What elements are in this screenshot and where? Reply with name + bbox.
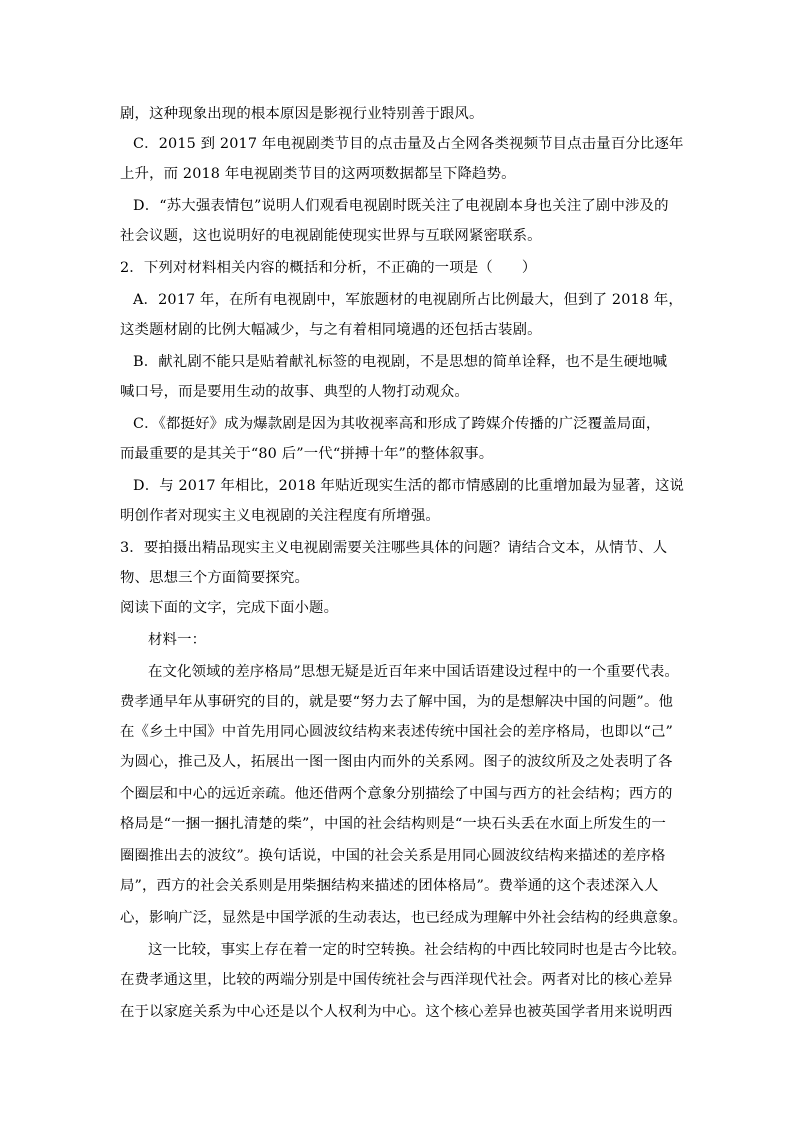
question2-stem: 2．下列对材料相关内容的概括和分析，不正确的一项是（ ）	[120, 260, 537, 276]
material-paragraph1-line: 在文化领域的差序格局”思想无疑是近百年来中国话语建设过程中的一个重要代表。	[148, 664, 679, 680]
material-paragraph1-line: 个圈层和中心的远近亲疏。他还借两个意象分别描绘了中国与西方的社会结构；西方的	[120, 786, 673, 802]
question2-option-d-line2: 明创作者对现实主义电视剧的关注程度有所增强。	[120, 508, 440, 524]
question2-option-a-line2: 这类题材剧的比例大幅减少，与之有着相同境遇的还包括古装剧。	[120, 322, 542, 338]
question2-option-d-line1: D．与 2017 年相比，2018 年贴近现实生活的都市情感剧的比重增加最为显著，这说	[133, 478, 685, 494]
material-paragraph1-line: 心，影响广泛，显然是中国学派的生动表达，也已经成为理解中外社会结构的经典意象。	[120, 910, 688, 926]
material-paragraph1-line: 局”，西方的社会关系则是用柴捆结构来描述的团体格局”。费举通的这个表述深入人	[120, 878, 659, 894]
question1-option-c-line1: C．2015 到 2017 年电视剧类节目的点击量及占全网各类视频节目点击量百分比逐年	[133, 136, 684, 152]
question2-option-a-line1: A．2017 年，在所有电视剧中，军旅题材的电视剧所占比例最大，但到了 2018 年，	[133, 292, 683, 308]
question1-option-d-line2: 社会议题，这也说明好的电视剧能使现实世界与互联网紧密联系。	[120, 228, 542, 244]
question1-option-b-tail: 剧，这种现象出现的根本原因是影视行业特别善于跟风。	[120, 106, 484, 122]
question1-option-c-line2: 上升，而 2018 年电视剧类节目的这两项数据都呈下降趋势。	[120, 166, 516, 182]
question2-option-c-line2: 而最重要的是其关于“80 后”一代“拼搏十年”的整体叙事。	[120, 446, 494, 462]
material-paragraph1-line: 为圆心，推己及人，拓展出一图一图由内而外的关系网。图子的波纹所及之处表明了各	[120, 754, 673, 770]
material-paragraph2-line: 在费孝通这里，比较的两端分别是中国传统社会与西洋现代社会。两者对比的核心差异	[120, 972, 673, 988]
material-paragraph1-line: 圈圈推出去的波纹”。换句话说，中国的社会关系是用同心圆波纹结构来描述的差序格	[120, 848, 666, 864]
material-paragraph2-line: 这一比较，事实上存在着一定的时空转换。社会结构的中西比较同时也是古今比较。	[148, 942, 687, 958]
material-paragraph2-line: 在于以家庭关系为中心还是以个人权利为中心。这个核心差异也被英国学者用来说明西	[120, 1004, 673, 1020]
question3-line1: 3．要拍摄出精品现实主义电视剧需要关注哪些具体的问题？请结合文本，从情节、人	[120, 540, 668, 556]
material-paragraph1-line: 在《乡土中国》中首先用同心圆波纹结构来表述传统中国社会的差序格局，也即以“己”	[120, 724, 674, 740]
question1-option-d-line1: D．“苏大强表情包”说明人们观看电视剧时既关注了电视剧本身也关注了剧中涉及的	[133, 198, 669, 214]
material-one-title: 材料一：	[148, 632, 207, 648]
question2-option-b-line2: 喊口号，而是要用生动的故事、典型的人物打动观众。	[120, 384, 469, 400]
question2-option-b-line1: B．献礼剧不能只是贴着献礼标签的电视剧，不是思想的简单诠释，也不是生硬地喊	[133, 354, 668, 370]
question3-line2: 物、思想三个方面简要探究。	[120, 570, 310, 586]
reading-instruction: 阅读下面的文字，完成下面小题。	[120, 600, 339, 616]
question2-option-c-line1: C．《都挺好》成为爆款剧是因为其收视率高和形成了跨媒介传播的广泛覆盖局面，	[133, 416, 661, 432]
material-paragraph1-line: 格局是“一捆一捆扎清楚的柴”，中国的社会结构则是“一块石头丢在水面上所发生的一	[120, 816, 666, 832]
material-paragraph1-line: 费孝通早年从事研究的目的，就是要“努力去了解中国，为的是想解决中国的问题”。他	[120, 694, 674, 710]
